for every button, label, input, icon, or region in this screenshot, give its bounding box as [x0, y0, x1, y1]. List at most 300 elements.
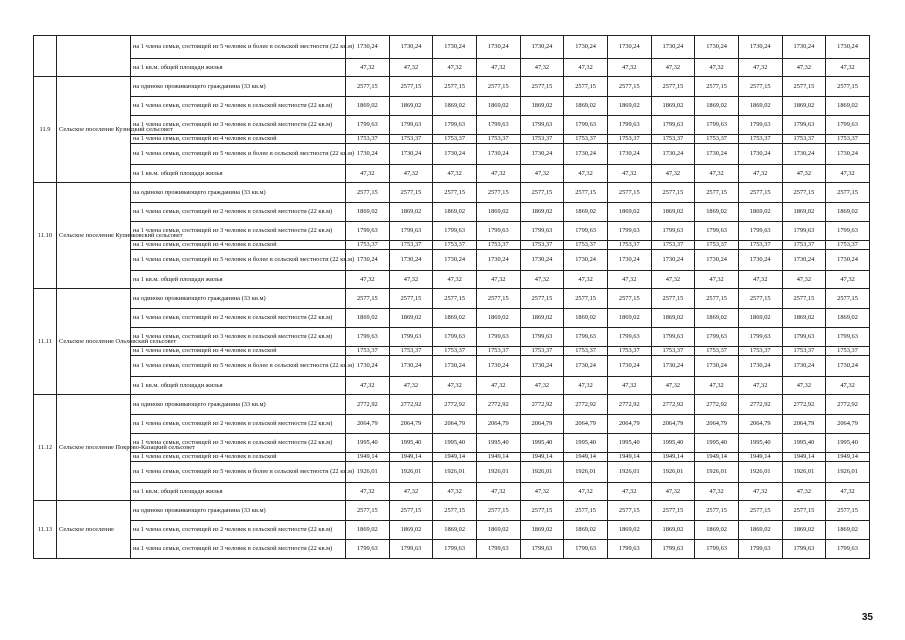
table-row [34, 203, 870, 222]
value-cell: 2772,92 [564, 395, 608, 415]
value-cell: 1799,63 [433, 222, 477, 241]
value-cell: 1869,02 [782, 97, 826, 116]
norm-description-cell: на 1 члена семьи, состоящей из 4 человек в сельской [131, 347, 346, 356]
value-cell: 1799,63 [433, 328, 477, 347]
value-cell: 1730,24 [782, 36, 826, 59]
value-cell: 1869,02 [433, 309, 477, 328]
value-cell: 1730,24 [826, 144, 870, 165]
value-cell: 1730,24 [564, 250, 608, 271]
value-cell: 47,32 [826, 483, 870, 501]
value-cell: 1799,63 [520, 222, 564, 241]
value-cell: 1753,37 [695, 241, 739, 250]
table-row [34, 165, 870, 183]
value-cell: 1730,24 [738, 144, 782, 165]
norm-description-cell: на 1 члена семьи, состоящей из 3 человек в сельской местности (22 кв.м) [131, 328, 346, 347]
value-cell: 47,32 [520, 59, 564, 77]
table-row [34, 135, 870, 144]
value-cell: 47,32 [607, 59, 651, 77]
value-cell: 1799,63 [346, 116, 390, 135]
value-cell: 47,32 [782, 483, 826, 501]
value-cell: 1753,37 [389, 241, 433, 250]
value-cell: 1730,24 [782, 144, 826, 165]
value-cell: 47,32 [564, 59, 608, 77]
value-cell: 47,32 [651, 483, 695, 501]
value-cell: 2064,79 [389, 415, 433, 434]
value-cell: 2577,15 [564, 77, 608, 97]
value-cell: 1753,37 [476, 135, 520, 144]
value-cell: 2577,15 [476, 77, 520, 97]
value-cell: 1926,01 [389, 462, 433, 483]
table-row [34, 347, 870, 356]
value-cell: 1995,40 [826, 434, 870, 453]
value-cell: 1995,40 [695, 434, 739, 453]
value-cell: 2577,15 [826, 183, 870, 203]
norm-description-cell: на 1 кв.м. общей площади жилья [131, 165, 346, 183]
value-cell: 1730,24 [346, 250, 390, 271]
value-cell: 1730,24 [433, 356, 477, 377]
table-row [34, 77, 870, 97]
value-cell: 1730,24 [695, 250, 739, 271]
value-cell: 1869,02 [564, 203, 608, 222]
table-row [34, 250, 870, 271]
value-cell: 1753,37 [346, 347, 390, 356]
norm-description-cell: на 1 члена семьи, состоящей из 2 человек в сельской местности (22 кв.м) [131, 203, 346, 222]
value-cell: 47,32 [389, 271, 433, 289]
table-row [34, 540, 870, 559]
value-cell: 1753,37 [738, 347, 782, 356]
value-cell: 1799,63 [564, 116, 608, 135]
norm-description-cell: на 1 члена семьи, состоящей из 5 человек и более в сельской местности (22 кв.м) [131, 36, 346, 59]
table-row [34, 241, 870, 250]
value-cell: 2064,79 [782, 415, 826, 434]
value-cell: 1753,37 [738, 241, 782, 250]
value-cell: 1730,24 [564, 36, 608, 59]
value-cell: 1799,63 [476, 222, 520, 241]
value-cell: 1949,14 [346, 453, 390, 462]
norm-description-cell: на 1 кв.м. общей площади жилья [131, 59, 346, 77]
value-cell: 1949,14 [607, 453, 651, 462]
value-cell: 47,32 [782, 59, 826, 77]
row-number-cell [34, 36, 57, 77]
page-number: 35 [861, 612, 873, 623]
value-cell: 1730,24 [607, 36, 651, 59]
value-cell: 1753,37 [433, 241, 477, 250]
value-cell: 47,32 [564, 165, 608, 183]
value-cell: 2064,79 [607, 415, 651, 434]
value-cell: 1730,24 [651, 356, 695, 377]
value-cell: 2064,79 [564, 415, 608, 434]
value-cell: 1799,63 [695, 540, 739, 559]
norm-description-cell: на 1 кв.м. общей площади жилья [131, 271, 346, 289]
value-cell: 2772,92 [782, 395, 826, 415]
value-cell: 47,32 [389, 59, 433, 77]
value-cell: 47,32 [826, 165, 870, 183]
value-cell: 1799,63 [389, 540, 433, 559]
value-cell: 1799,63 [651, 116, 695, 135]
value-cell: 47,32 [607, 271, 651, 289]
value-cell: 1869,02 [782, 521, 826, 540]
value-cell: 2772,92 [389, 395, 433, 415]
value-cell: 1799,63 [695, 222, 739, 241]
value-cell: 1799,63 [738, 116, 782, 135]
value-cell: 1730,24 [695, 36, 739, 59]
value-cell: 1799,63 [564, 328, 608, 347]
value-cell: 2577,15 [782, 289, 826, 309]
value-cell: 1753,37 [651, 347, 695, 356]
value-cell: 1869,02 [346, 97, 390, 116]
value-cell: 47,32 [564, 377, 608, 395]
value-cell: 2577,15 [695, 77, 739, 97]
value-cell: 47,32 [433, 165, 477, 183]
value-cell: 1799,63 [738, 540, 782, 559]
value-cell: 47,32 [389, 377, 433, 395]
value-cell: 47,32 [607, 377, 651, 395]
value-cell: 1869,02 [564, 309, 608, 328]
value-cell: 2577,15 [476, 501, 520, 521]
value-cell: 1926,01 [738, 462, 782, 483]
value-cell: 47,32 [738, 377, 782, 395]
norm-description-cell: на одиноко проживающего гражданина (33 кв.м) [131, 77, 346, 97]
value-cell: 47,32 [782, 165, 826, 183]
value-cell: 1949,14 [738, 453, 782, 462]
value-cell: 1753,37 [564, 241, 608, 250]
value-cell: 1730,24 [476, 250, 520, 271]
value-cell: 1730,24 [389, 250, 433, 271]
value-cell: 1949,14 [695, 453, 739, 462]
value-cell: 47,32 [695, 271, 739, 289]
value-cell: 2577,15 [564, 183, 608, 203]
value-cell: 1995,40 [564, 434, 608, 453]
value-cell: 1799,63 [651, 222, 695, 241]
value-cell: 1730,24 [826, 250, 870, 271]
value-cell: 47,32 [433, 271, 477, 289]
value-cell: 2064,79 [346, 415, 390, 434]
value-cell: 1869,02 [826, 97, 870, 116]
norm-description-cell: на 1 кв.м. общей площади жилья [131, 483, 346, 501]
value-cell: 47,32 [607, 483, 651, 501]
value-cell: 1949,14 [782, 453, 826, 462]
value-cell: 1995,40 [476, 434, 520, 453]
table-row [34, 377, 870, 395]
value-cell: 1869,02 [826, 521, 870, 540]
value-cell: 1730,24 [476, 36, 520, 59]
value-cell: 1799,63 [433, 116, 477, 135]
norm-description-cell: на 1 члена семьи, состоящей из 4 человек в сельской [131, 241, 346, 250]
value-cell: 2064,79 [738, 415, 782, 434]
value-cell: 1799,63 [389, 222, 433, 241]
value-cell: 1869,02 [433, 521, 477, 540]
table-row [34, 483, 870, 501]
value-cell: 1799,63 [520, 116, 564, 135]
value-cell: 2772,92 [738, 395, 782, 415]
settlement-name-cell: Сельское поселение Кузнецкий сельсовет [57, 77, 131, 183]
value-cell: 2577,15 [782, 501, 826, 521]
value-cell: 2577,15 [389, 183, 433, 203]
norm-description-cell: на 1 члена семьи, состоящей из 5 человек и более в сельской местности (22 кв.м) [131, 462, 346, 483]
value-cell: 2577,15 [564, 501, 608, 521]
row-number-cell: 11.9 [34, 77, 57, 183]
value-cell: 2772,92 [695, 395, 739, 415]
value-cell: 2577,15 [738, 183, 782, 203]
value-cell: 1799,63 [476, 328, 520, 347]
value-cell: 1799,63 [346, 540, 390, 559]
value-cell: 2577,15 [433, 289, 477, 309]
value-cell: 1949,14 [476, 453, 520, 462]
norm-description-cell: на 1 члена семьи, состоящей из 2 человек в сельской местности (22 кв.м) [131, 309, 346, 328]
value-cell: 2577,15 [433, 183, 477, 203]
norm-description-cell: на одиноко проживающего гражданина (33 кв.м) [131, 395, 346, 415]
value-cell: 1869,02 [607, 309, 651, 328]
value-cell: 1799,63 [520, 328, 564, 347]
value-cell: 1753,37 [564, 347, 608, 356]
value-cell: 47,32 [476, 59, 520, 77]
value-cell: 1730,24 [782, 250, 826, 271]
value-cell: 2577,15 [346, 501, 390, 521]
value-cell: 1926,01 [476, 462, 520, 483]
value-cell: 1730,24 [826, 356, 870, 377]
table-row [34, 453, 870, 462]
value-cell: 1730,24 [607, 356, 651, 377]
value-cell: 2577,15 [782, 77, 826, 97]
value-cell: 1730,24 [607, 250, 651, 271]
value-cell: 1869,02 [651, 521, 695, 540]
row-number-cell: 11.12 [34, 395, 57, 501]
value-cell: 2772,92 [346, 395, 390, 415]
value-cell: 1753,37 [826, 241, 870, 250]
value-cell: 1926,01 [695, 462, 739, 483]
table-row [34, 36, 870, 59]
value-cell: 1869,02 [476, 521, 520, 540]
value-cell: 2577,15 [520, 289, 564, 309]
value-cell: 47,32 [476, 271, 520, 289]
value-cell: 1799,63 [782, 116, 826, 135]
value-cell: 1926,01 [782, 462, 826, 483]
value-cell: 1753,37 [738, 135, 782, 144]
value-cell: 1869,02 [651, 309, 695, 328]
value-cell: 47,32 [695, 59, 739, 77]
value-cell: 1869,02 [564, 521, 608, 540]
value-cell: 1995,40 [520, 434, 564, 453]
value-cell: 1869,02 [782, 203, 826, 222]
value-cell: 47,32 [738, 59, 782, 77]
value-cell: 1869,02 [782, 309, 826, 328]
value-cell: 2577,15 [826, 501, 870, 521]
value-cell: 1869,02 [433, 203, 477, 222]
value-cell: 2064,79 [520, 415, 564, 434]
value-cell: 47,32 [433, 377, 477, 395]
value-cell: 47,32 [651, 271, 695, 289]
norm-description-cell: на 1 члена семьи, состоящей из 2 человек в сельской местности (22 кв.м) [131, 97, 346, 116]
value-cell: 47,32 [346, 165, 390, 183]
value-cell: 1799,63 [738, 328, 782, 347]
value-cell: 1799,63 [564, 540, 608, 559]
norm-description-cell: на 1 члена семьи, состоящей из 3 человек в сельской местности (22 кв.м) [131, 222, 346, 241]
value-cell: 1799,63 [738, 222, 782, 241]
value-cell: 47,32 [651, 377, 695, 395]
value-cell: 47,32 [651, 165, 695, 183]
value-cell: 1869,02 [826, 203, 870, 222]
settlement-name-cell [57, 36, 131, 77]
value-cell: 1869,02 [389, 309, 433, 328]
value-cell: 1949,14 [520, 453, 564, 462]
value-cell: 2064,79 [651, 415, 695, 434]
value-cell: 1753,37 [520, 135, 564, 144]
value-cell: 1730,24 [826, 36, 870, 59]
norm-description-cell: на 1 члена семьи, состоящей из 2 человек в сельской местности (22 кв.м) [131, 415, 346, 434]
value-cell: 1730,24 [520, 36, 564, 59]
value-cell: 1995,40 [346, 434, 390, 453]
norm-description-cell: на 1 члена семьи, состоящей из 5 человек и более в сельской местности (22 кв.м) [131, 144, 346, 165]
table-row [34, 521, 870, 540]
value-cell: 1869,02 [607, 203, 651, 222]
value-cell: 1926,01 [564, 462, 608, 483]
value-cell: 1799,63 [389, 116, 433, 135]
value-cell: 1869,02 [520, 203, 564, 222]
value-cell: 2577,15 [826, 289, 870, 309]
value-cell: 2577,15 [607, 289, 651, 309]
norm-description-cell: на 1 члена семьи, состоящей из 4 человек в сельской [131, 453, 346, 462]
value-cell: 2577,15 [389, 501, 433, 521]
value-cell: 1926,01 [520, 462, 564, 483]
tariff-table [33, 35, 870, 559]
value-cell: 2064,79 [695, 415, 739, 434]
value-cell: 1949,14 [389, 453, 433, 462]
value-cell: 1730,24 [564, 356, 608, 377]
value-cell: 1799,63 [607, 222, 651, 241]
value-cell: 1730,24 [433, 144, 477, 165]
norm-description-cell: на 1 члена семьи, состоящей из 5 человек и более в сельской местности (22 кв.м) [131, 250, 346, 271]
value-cell: 1730,24 [651, 36, 695, 59]
value-cell: 47,32 [346, 483, 390, 501]
value-cell: 1730,24 [520, 250, 564, 271]
table-row [34, 144, 870, 165]
table-row [34, 97, 870, 116]
value-cell: 2577,15 [476, 289, 520, 309]
value-cell: 2577,15 [520, 501, 564, 521]
value-cell: 1730,24 [346, 36, 390, 59]
value-cell: 1869,02 [520, 97, 564, 116]
value-cell: 1799,63 [651, 540, 695, 559]
value-cell: 1926,01 [607, 462, 651, 483]
value-cell: 1799,63 [389, 328, 433, 347]
value-cell: 1730,24 [476, 356, 520, 377]
row-number-cell: 11.13 [34, 501, 57, 559]
value-cell: 47,32 [695, 483, 739, 501]
value-cell: 1753,37 [782, 135, 826, 144]
value-cell: 1869,02 [695, 521, 739, 540]
value-cell: 1753,37 [651, 241, 695, 250]
value-cell: 47,32 [346, 59, 390, 77]
table-body [34, 36, 870, 559]
value-cell: 47,32 [782, 377, 826, 395]
value-cell: 2064,79 [476, 415, 520, 434]
value-cell: 47,32 [564, 271, 608, 289]
value-cell: 47,32 [651, 59, 695, 77]
norm-description-cell: на 1 члена семьи, состоящей из 2 человек в сельской местности (22 кв.м) [131, 521, 346, 540]
table-row [34, 501, 870, 521]
value-cell: 1995,40 [433, 434, 477, 453]
value-cell: 1869,02 [695, 97, 739, 116]
value-cell: 2577,15 [695, 501, 739, 521]
value-cell: 1799,63 [826, 222, 870, 241]
table-row [34, 59, 870, 77]
norm-description-cell: на одиноко проживающего гражданина (33 кв.м) [131, 183, 346, 203]
value-cell: 1730,24 [389, 144, 433, 165]
value-cell: 1926,01 [826, 462, 870, 483]
value-cell: 1799,63 [346, 222, 390, 241]
value-cell: 1753,37 [520, 347, 564, 356]
value-cell: 1730,24 [651, 250, 695, 271]
value-cell: 1753,37 [433, 135, 477, 144]
value-cell: 1995,40 [607, 434, 651, 453]
value-cell: 2577,15 [389, 77, 433, 97]
value-cell: 1869,02 [738, 521, 782, 540]
settlement-name-cell: Сельское поселение Купинковский сельсовет [57, 183, 131, 289]
norm-description-cell: на 1 кв.м. общей площади жилья [131, 377, 346, 395]
table-row [34, 356, 870, 377]
value-cell: 2772,92 [607, 395, 651, 415]
value-cell: 2577,15 [738, 289, 782, 309]
value-cell: 1869,02 [346, 309, 390, 328]
value-cell: 1799,63 [607, 328, 651, 347]
value-cell: 1869,02 [389, 521, 433, 540]
value-cell: 1753,37 [782, 347, 826, 356]
value-cell: 2577,15 [520, 77, 564, 97]
value-cell: 47,32 [476, 165, 520, 183]
value-cell: 1799,63 [520, 540, 564, 559]
value-cell: 47,32 [433, 59, 477, 77]
value-cell: 2577,15 [826, 77, 870, 97]
value-cell: 47,32 [346, 271, 390, 289]
value-cell: 1730,24 [738, 36, 782, 59]
value-cell: 1799,63 [346, 328, 390, 347]
value-cell: 47,32 [520, 483, 564, 501]
value-cell: 1869,02 [826, 309, 870, 328]
table-row [34, 462, 870, 483]
value-cell: 2577,15 [346, 77, 390, 97]
value-cell: 1869,02 [389, 97, 433, 116]
value-cell: 1995,40 [738, 434, 782, 453]
value-cell: 47,32 [607, 165, 651, 183]
value-cell: 1753,37 [782, 241, 826, 250]
value-cell: 1869,02 [695, 203, 739, 222]
value-cell: 47,32 [695, 377, 739, 395]
row-number-cell: 11.11 [34, 289, 57, 395]
value-cell: 1869,02 [520, 309, 564, 328]
value-cell: 1753,37 [520, 241, 564, 250]
norm-description-cell: на одиноко проживающего гражданина (33 кв.м) [131, 289, 346, 309]
value-cell: 1869,02 [607, 97, 651, 116]
value-cell: 2577,15 [651, 183, 695, 203]
value-cell: 1799,63 [607, 540, 651, 559]
value-cell: 1753,37 [564, 135, 608, 144]
value-cell: 2772,92 [651, 395, 695, 415]
value-cell: 1799,63 [695, 328, 739, 347]
value-cell: 1949,14 [564, 453, 608, 462]
value-cell: 2577,15 [476, 183, 520, 203]
settlement-name-cell: Сельское поселение [57, 501, 131, 559]
value-cell: 1869,02 [476, 97, 520, 116]
value-cell: 47,32 [520, 165, 564, 183]
value-cell: 1869,02 [346, 521, 390, 540]
value-cell: 1799,63 [782, 222, 826, 241]
value-cell: 2064,79 [826, 415, 870, 434]
value-cell: 2577,15 [564, 289, 608, 309]
value-cell: 1926,01 [346, 462, 390, 483]
value-cell: 1730,24 [695, 144, 739, 165]
value-cell: 1753,37 [346, 135, 390, 144]
value-cell: 2577,15 [738, 77, 782, 97]
